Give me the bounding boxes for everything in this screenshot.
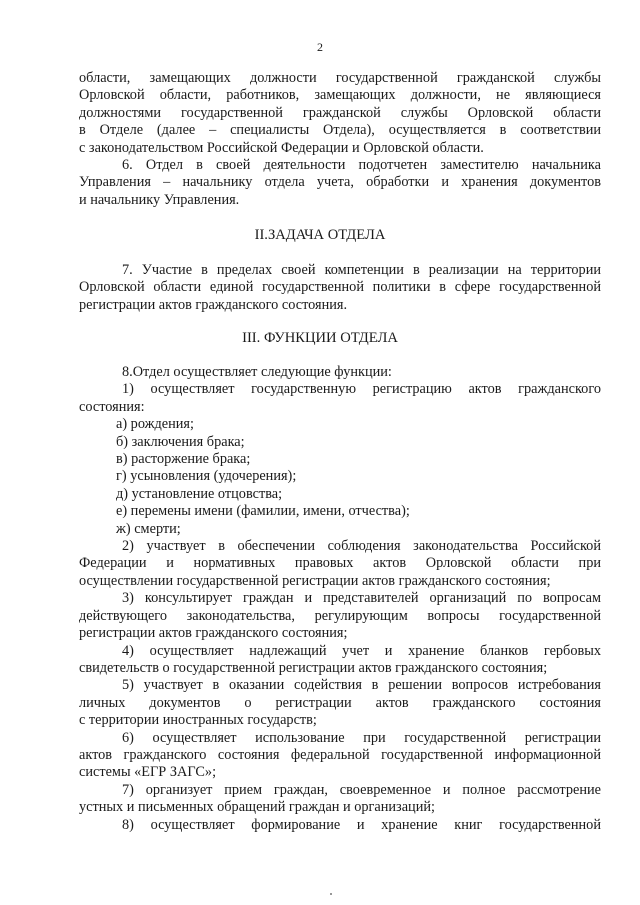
text-line: регистрации актов гражданского состояния; bbox=[79, 625, 348, 642]
section-heading-functions: III. ФУНКЦИИ ОТДЕЛА bbox=[242, 330, 398, 346]
sub-item: в) расторжение брака; bbox=[116, 451, 251, 468]
section-heading-task: II.ЗАДАЧА ОТДЕЛА bbox=[254, 227, 386, 243]
sub-item: е) перемены имени (фамилии, имени, отчества); bbox=[116, 503, 410, 520]
text-line: системы «ЕГР ЗАГС»; bbox=[79, 764, 217, 781]
paragraph-item-7 bbox=[79, 262, 601, 314]
sub-item: б) заключения брака; bbox=[116, 433, 245, 450]
scan-speck bbox=[330, 893, 332, 895]
text-line: личных документов о регистрации актов гражданского состояния bbox=[79, 694, 601, 711]
text-line: актов гражданского состояния федеральной государственной информационной bbox=[79, 746, 601, 763]
list-item: 7) организует прием граждан, своевременное и полное рассмотрение bbox=[122, 781, 601, 798]
text-line: Управления – начальнику отдела учета, обработки и хранения документов bbox=[79, 174, 601, 191]
text-line: осуществлении государственной регистрации актов гражданского состояния; bbox=[79, 572, 551, 589]
paragraph-staff-regulation bbox=[79, 70, 601, 157]
list-item: 5) участвует в оказании содействия в решении вопросов истребования bbox=[122, 677, 601, 694]
functions-list bbox=[79, 364, 601, 834]
sub-item: д) установление отцовства; bbox=[116, 485, 283, 502]
text-line: устных и письменных обращений граждан и организаций; bbox=[79, 799, 435, 816]
list-item: 1) осуществляет государственную регистрацию актов гражданского bbox=[122, 381, 601, 398]
text-line: 7. Участие в пределах своей компетенции в реализации на территории bbox=[122, 262, 601, 278]
text-line: должностями государственной гражданской службы Орловской области bbox=[79, 104, 601, 121]
page-number: 2 bbox=[317, 40, 323, 54]
list-item: 3) консультирует граждан и представителей организаций по вопросам bbox=[122, 590, 601, 607]
text-line: регистрации актов гражданского состояния. bbox=[79, 296, 348, 313]
text-line: с территории иностранных государств; bbox=[79, 712, 317, 729]
text-line: действующего законодательства, регулирующим вопросы государственной bbox=[79, 607, 601, 624]
text-line: и начальнику Управления. bbox=[79, 191, 240, 208]
text-line: Федерации и нормативных правовых актов Орловской области при bbox=[79, 555, 601, 572]
list-item: 4) осуществляет надлежащий учет и хранение бланков гербовых bbox=[122, 642, 601, 659]
text-line: Орловской области, работников, замещающих должности, не являющиеся bbox=[79, 87, 601, 104]
paragraph-item-6 bbox=[79, 157, 601, 209]
sub-item: г) усыновления (удочерения); bbox=[116, 468, 297, 485]
list-intro: 8.Отдел осуществляет следующие функции: bbox=[122, 364, 392, 380]
sub-item: а) рождения; bbox=[116, 416, 194, 433]
text-line: в Отделе (далее – специалисты Отдела), осуществляется в соответствии bbox=[79, 122, 601, 139]
list-item: 2) участвует в обеспечении соблюдения законодательства Российской bbox=[122, 538, 601, 555]
text-line: состояния: bbox=[79, 398, 145, 415]
sub-item: ж) смерти; bbox=[116, 520, 181, 537]
text-line: свидетельств о государственной регистрации актов гражданского состояния; bbox=[79, 659, 548, 676]
text-line: с законодательством Российской Федерации и Орловской области. bbox=[79, 139, 484, 156]
list-item: 6) осуществляет использование при государственной регистрации bbox=[122, 729, 601, 746]
text-line: области, замещающих должности государственной гражданской службы bbox=[79, 70, 601, 86]
text-line: Орловской области единой государственной политики в сфере государственной bbox=[79, 279, 601, 296]
list-item: 8) осуществляет формирование и хранение книг государственной bbox=[122, 816, 601, 833]
text-line: 6. Отдел в своей деятельности подотчетен заместителю начальника bbox=[122, 157, 601, 173]
